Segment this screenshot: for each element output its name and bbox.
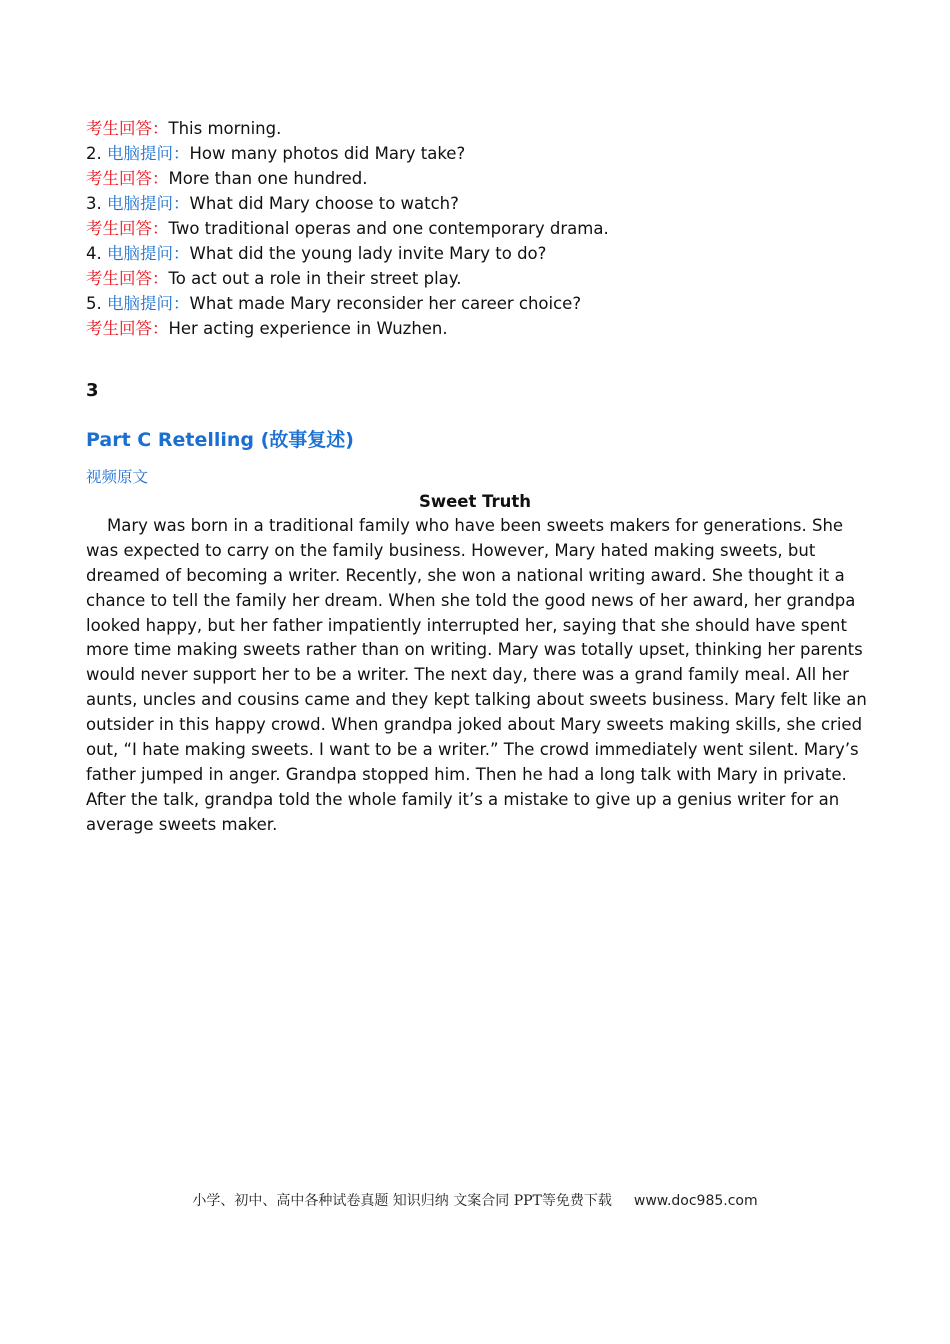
answer-label: 考生回答： xyxy=(86,219,169,238)
qa-text: To act out a role in their street play. xyxy=(168,269,462,288)
qa-line xyxy=(86,266,866,291)
qa-number: 4. xyxy=(86,244,107,263)
qa-text: More than one hundred. xyxy=(168,169,368,188)
footer-url[interactable]: www.doc985.com xyxy=(633,1193,758,1209)
story-line: dreamed of becoming a writer. Recently, she won a national writing award. She thought it a xyxy=(86,565,845,585)
qa-line xyxy=(86,291,866,316)
story-line: would never support her to be a writer. The next day, there was a grand family meal. All her xyxy=(86,665,849,685)
story-line: After the talk, grandpa told the whole family it’s a mistake to give up a genius writer for an xyxy=(86,789,840,809)
qa-number: 2. xyxy=(86,144,107,163)
answer-label: 考生回答： xyxy=(86,119,169,138)
qa-text: What did Mary choose to watch? xyxy=(189,194,459,213)
answer-label: 考生回答： xyxy=(86,169,169,188)
qa-number: 5. xyxy=(86,294,107,313)
qa-line xyxy=(86,191,866,216)
qa-line xyxy=(86,166,866,191)
story-title: Sweet Truth xyxy=(418,492,532,511)
story-line: more time making sweets rather than on writing. Mary was totally upset, thinking her parents xyxy=(86,640,863,660)
part-heading: Part C Retelling (故事复述) xyxy=(86,429,354,451)
section-number: 3 xyxy=(86,380,99,401)
qa-list xyxy=(86,116,866,341)
qa-line xyxy=(86,241,866,266)
qa-text: What made Mary reconsider her career choice? xyxy=(189,294,582,313)
story-line: father jumped in anger. Grandpa stopped him. Then he had a long talk with Mary in private. xyxy=(86,764,847,784)
question-label: 电脑提问： xyxy=(107,194,190,213)
qa-text: This morning. xyxy=(168,119,282,138)
story-line: chance to tell the family her dream. When she told the good news of her award, her grandpa xyxy=(86,590,856,610)
qa-text: Two traditional operas and one contemporary drama. xyxy=(168,219,609,238)
story-line: outsider in this happy crowd. When grandpa joked about Mary sweets making skills, she cried xyxy=(86,715,863,735)
qa-text: What did the young lady invite Mary to do? xyxy=(189,244,547,263)
story-line: out, “I hate making sweets. I want to be a writer.” The crowd immediately went silent. Mary’s xyxy=(86,740,859,760)
story-line: Mary was born in a traditional family who have been sweets makers for generations. She xyxy=(86,516,844,535)
story-body xyxy=(86,514,867,838)
question-label: 电脑提问： xyxy=(107,294,190,313)
page-footer xyxy=(0,1190,950,1212)
qa-line xyxy=(86,316,866,341)
answer-label: 考生回答： xyxy=(86,319,169,338)
qa-number: 3. xyxy=(86,194,107,213)
story-line: looked happy, but her father impatiently interrupted her, saying that she should have spent xyxy=(86,615,847,635)
story-line: aunts, uncles and cousins came and they kept talking about sweets business. Mary felt like an xyxy=(86,690,867,710)
qa-line xyxy=(86,141,866,166)
question-label: 电脑提问： xyxy=(107,244,190,263)
answer-label: 考生回答： xyxy=(86,269,169,288)
qa-line xyxy=(86,116,866,141)
footer-text: 小学、初中、高中各种试卷真题 知识归纳 文案合同 PPT等免费下载 xyxy=(192,1193,612,1209)
qa-line xyxy=(86,216,866,241)
qa-text: Her acting experience in Wuzhen. xyxy=(168,319,448,338)
story-line: average sweets maker. xyxy=(86,814,278,834)
video-transcript-subheading: 视频原文 xyxy=(86,468,149,486)
qa-text: How many photos did Mary take? xyxy=(189,144,466,163)
question-label: 电脑提问： xyxy=(107,144,190,163)
story-line: was expected to carry on the family business. However, Mary hated making sweets, but xyxy=(86,540,816,560)
